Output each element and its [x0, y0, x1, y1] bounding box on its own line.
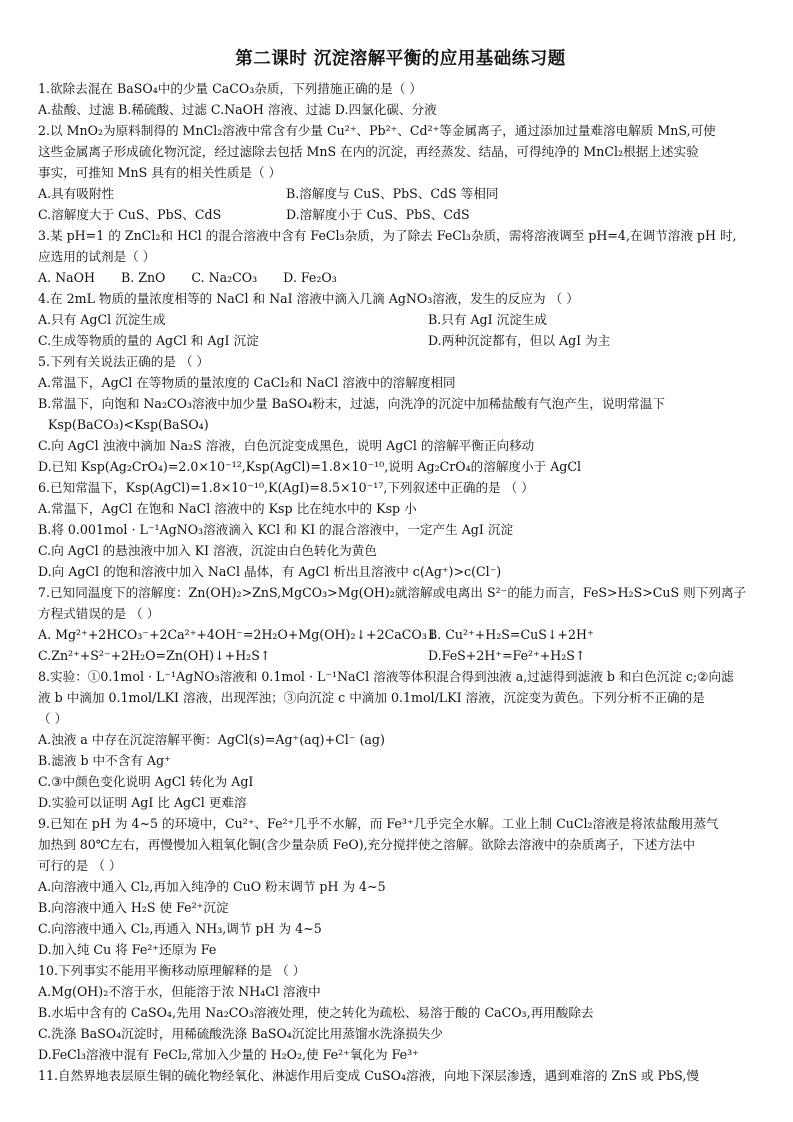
- question-8-stem-line-2: 液 b 中滴加 0.1mol/LKI 溶液，出现浑浊；③向沉淀 c 中滴加 0.1mol/LKI 溶液，沉淀变为黄色。下列分析不正确的是: [38, 690, 705, 705]
- question-3-option-c: C. Na₂CO₃: [191, 270, 258, 285]
- question-4-stem: 4.在 2mL 物质的量浓度相等的 NaCl 和 NaI 溶液中滴入几滴 AgNO₃溶液，发生的反应为 （ ）: [38, 291, 579, 306]
- question-9-option-b: B.向溶液中通入 H₂S 使 Fe²⁺沉淀: [38, 900, 229, 915]
- question-7-option-a: A. Mg²⁺+2HCO₃⁻+2Ca²⁺+4OH⁻=2H₂O+Mg(OH)₂↓+2CaCO₃↓: [38, 627, 438, 642]
- question-6-option-c: C.向 AgCl 的悬浊液中加入 KI 溶液，沉淀由白色转化为黄色: [38, 543, 377, 558]
- question-7-option-b: B. Cu²⁺+H₂S=CuS↓+2H⁺: [428, 627, 594, 642]
- question-5-option-c: C.向 AgCl 浊液中滴加 Na₂S 溶液，白色沉淀变成黑色，说明 AgCl 的溶解平衡正向移动: [38, 438, 535, 453]
- question-4-options-row-2: [38, 330, 763, 351]
- question-4-option-d: D.两种沉淀都有，但以 AgI 为主: [428, 333, 611, 348]
- question-10-option-a: A.Mg(OH)₂不溶于水，但能溶于浓 NH₄Cl 溶液中: [38, 984, 321, 999]
- question-8-option-b: B.滤液 b 中不含有 Ag⁺: [38, 753, 171, 768]
- question-5-stem: 5.下列有关说法正确的是 （ ）: [38, 354, 210, 369]
- question-3-option-d: D. Fe₂O₃: [283, 270, 337, 285]
- question-2-option-a: A.具有吸附性: [38, 186, 115, 201]
- question-4-options-row-1: [38, 309, 763, 330]
- question-4-option-b: B.只有 AgI 沉淀生成: [428, 312, 547, 327]
- question-5-option-b: B.常温下，向饱和 Na₂CO₃溶液中加少量 BaSO₄粉末，过滤，向洗净的沉淀中加稀盐酸有气泡产生，说明常温下: [38, 396, 665, 411]
- question-2-options-row-2: [38, 204, 763, 225]
- question-2-option-d: D.溶解度小于 CuS、PbS、CdS: [286, 207, 470, 222]
- question-7-option-d: D.FeS+2H⁺=Fe²⁺+H₂S↑: [428, 648, 586, 663]
- question-7-option-c: C.Zn²⁺+S²⁻+2H₂O=Zn(OH)↓+H₂S↑: [38, 648, 271, 663]
- question-8-option-d: D.实验可以证明 AgI 比 AgCl 更难溶: [38, 795, 247, 810]
- question-9-option-a: A.向溶液中通入 Cl₂,再加入纯净的 CuO 粉末调节 pH 为 4~5: [38, 879, 386, 894]
- page-title: 第二课时 沉淀溶解平衡的应用基础练习题: [235, 49, 566, 69]
- question-10-option-c: C.洗涤 BaSO₄沉淀时，用稀硫酸洗涤 BaSO₄沉淀比用蒸馏水洗涤损失少: [38, 1026, 443, 1041]
- question-6-option-a: A.常温下，AgCl 在饱和 NaCl 溶液中的 Ksp 比在纯水中的 Ksp 小: [38, 501, 417, 516]
- question-4-option-a: A.只有 AgCl 沉淀生成: [38, 312, 166, 327]
- question-5-option-a: A.常温下，AgCl 在等物质的量浓度的 CaCl₂和 NaCl 溶液中的溶解度相同: [38, 375, 456, 390]
- question-8-stem-line-3: （ ）: [38, 711, 68, 726]
- question-5-option-b-cont: Ksp(BaCO₃)<Ksp(BaSO₄): [48, 417, 209, 432]
- question-7-options-row-2: [38, 645, 763, 666]
- question-2-stem-line-2: 这些金属离子形成硫化物沉淀，经过滤除去包括 MnS 在内的沉淀，再经蒸发、结晶，可得纯净的 MnCl₂根据上述实验: [38, 144, 699, 159]
- question-1-options: A.盐酸、过滤 B.稀硫酸、过滤 C.NaOH 溶液、过滤 D.四氯化碳、分液: [38, 102, 437, 117]
- question-9-stem-line-1: 9.已知在 pH 为 4~5 的环境中，Cu²⁺、Fe²⁺几乎不水解，而 Fe³⁺几乎完全水解。工业上制 CuCl₂溶液是将浓盐酸用蒸气: [38, 816, 719, 831]
- question-6-stem: 6.已知常温下，Ksp(AgCl)=1.8×10⁻¹⁰,K(AgI)=8.5×10⁻¹⁷,下列叙述中正确的是 （ ）: [38, 480, 534, 495]
- question-7-options-row-1: [38, 624, 763, 645]
- question-1-stem: 1.欲除去混在 BaSO₄中的少量 CaCO₃杂质，下列措施正确的是（ ）: [38, 81, 423, 96]
- question-3-stem-line-1: 3.某 pH=1 的 ZnCl₂和 HCl 的混合溶液中含有 FeCl₃杂质，为了除去 FeCl₃杂质，需将溶液调至 pH=4,在调节溶液 pH 时,: [38, 228, 737, 243]
- question-8-option-a: A.浊液 a 中存在沉淀溶解平衡：AgCl(s)=Ag⁺(aq)+Cl⁻ (ag): [38, 732, 385, 747]
- question-3-option-b: B. ZnO: [120, 270, 166, 285]
- question-3-option-a: A. NaOH: [38, 270, 95, 285]
- question-3-stem-line-2: 应选用的试剂是（ ）: [38, 249, 156, 264]
- question-11-stem-line-1: 11.自然界地表层原生铜的硫化物经氧化、淋滤作用后变成 CuSO₄溶液，向地下深层渗透，遇到难溶的 ZnS 或 PbS,慢: [38, 1068, 699, 1083]
- question-2-options-row-1: [38, 183, 763, 204]
- question-2-stem-line-1: 2.以 MnO₂为原料制得的 MnCl₂溶液中常含有少量 Cu²⁺、Pb²⁺、Cd²⁺等金属离子，通过添加过量难溶电解质 MnS,可使: [38, 123, 716, 138]
- question-7-stem-line-2: 方程式错误的是 （ ）: [38, 606, 160, 621]
- question-3-options: [38, 267, 763, 288]
- question-6-option-b: B.将 0.001mol · L⁻¹AgNO₃溶液滴入 KCl 和 KI 的混合溶液中，一定产生 AgI 沉淀: [38, 522, 514, 537]
- question-9-stem-line-3: 可行的是 （ ）: [38, 858, 122, 873]
- question-8-option-c: C.③中颜色变化说明 AgCl 转化为 AgI: [38, 774, 254, 789]
- question-10-option-b: B.水垢中含有的 CaSO₄,先用 Na₂CO₃溶液处理，使之转化为疏松、易溶于酸的 CaCO₃,再用酸除去: [38, 1005, 594, 1020]
- question-6-option-d: D.向 AgCl 的饱和溶液中加入 NaCl 晶体，有 AgCl 析出且溶液中 c(Ag⁺)>c(Cl⁻): [38, 564, 502, 579]
- question-2-option-b: B.溶解度与 CuS、PbS、CdS 等相同: [286, 186, 499, 201]
- question-7-stem-line-1: 7.已知同温度下的溶解度：Zn(OH)₂>ZnS,MgCO₃>Mg(OH)₂就溶解或电离出 S²⁻的能力而言，FeS>H₂S>CuS 则下列离子: [38, 585, 747, 600]
- question-9-option-d: D.加入纯 Cu 将 Fe²⁺还原为 Fe: [38, 942, 217, 957]
- question-2-stem-line-3: 事实，可推知 MnS 具有的相关性质是（ ）: [38, 165, 282, 180]
- question-9-stem-line-2: 加热到 80℃左右，再慢慢加入粗氧化铜(含少量杂质 FeO),充分搅拌使之溶解。欲除去溶液中的杂质离子，下述方法中: [38, 837, 696, 852]
- question-9-option-c: C.向溶液中通入 Cl₂,再通入 NH₃,调节 pH 为 4~5: [38, 921, 322, 936]
- question-4-option-c: C.生成等物质的量的 AgCl 和 AgI 沉淀: [38, 333, 259, 348]
- question-8-stem-line-1: 8.实验：①0.1mol · L⁻¹AgNO₃溶液和 0.1mol · L⁻¹NaCl 溶液等体积混合得到浊液 a,过滤得到滤液 b 和白色沉淀 c;②向滤: [38, 669, 734, 684]
- question-5-option-d: D.已知 Ksp(Ag₂CrO₄)=2.0×10⁻¹²,Ksp(AgCl)=1.8×10⁻¹⁰,说明 Ag₂CrO₄的溶解度小于 AgCl: [38, 459, 582, 474]
- question-2-option-c: C.溶解度大于 CuS、PbS、CdS: [38, 207, 222, 222]
- question-10-option-d: D.FeCl₃溶液中混有 FeCl₂,常加入少量的 H₂O₂,使 Fe²⁺氧化为 Fe³⁺: [38, 1047, 419, 1062]
- question-10-stem: 10.下列事实不能用平衡移动原理解释的是 （ ）: [38, 963, 306, 978]
